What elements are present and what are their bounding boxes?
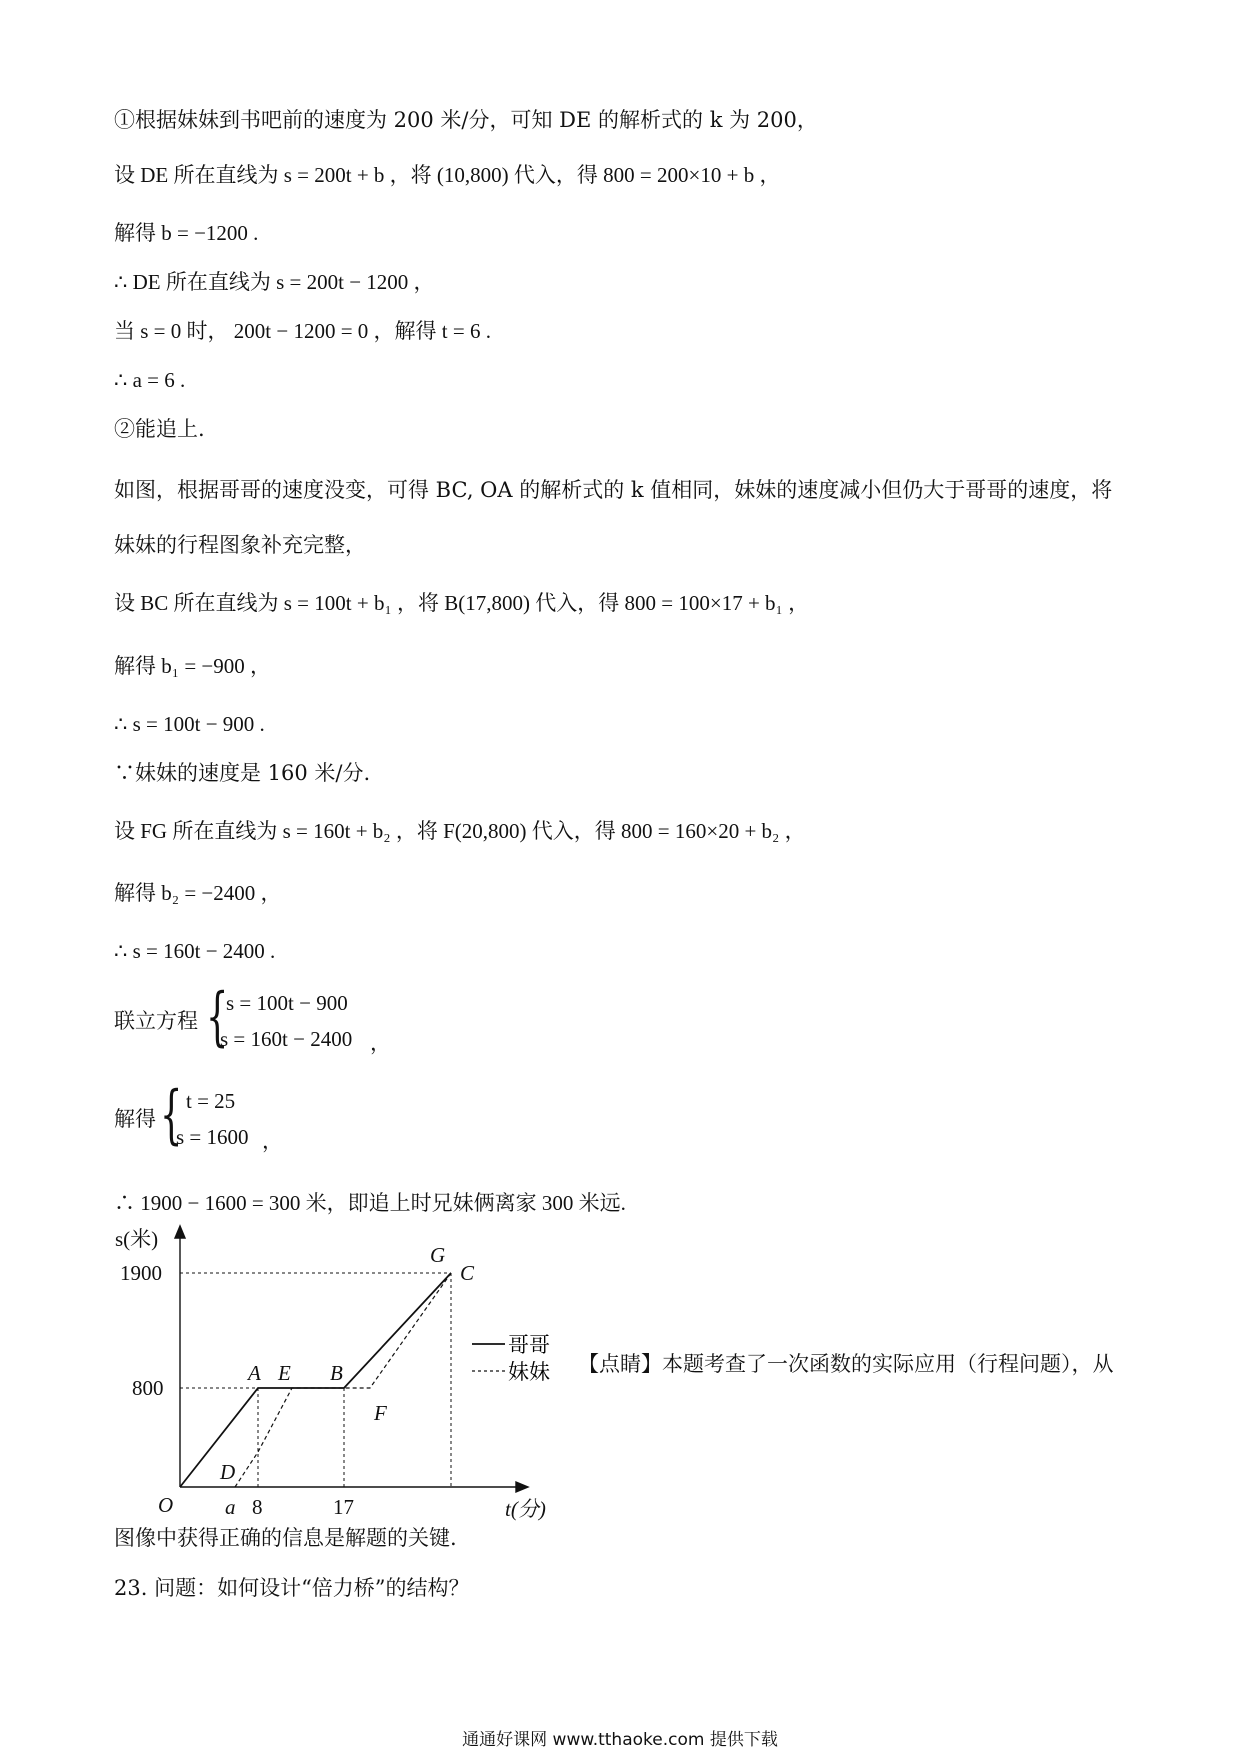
point-E: E xyxy=(278,1361,291,1385)
point-C: C xyxy=(460,1261,475,1285)
page-footer: 通通好课网 www.tthaoke.com 提供下载 xyxy=(462,1730,778,1750)
system-2-eq2: s = 1600 xyxy=(176,1125,249,1149)
legend-sister: 妹妹 xyxy=(508,1360,550,1384)
brace-2: { xyxy=(160,1078,183,1152)
point-F: F xyxy=(374,1401,387,1425)
origin-label: O xyxy=(158,1493,174,1517)
point-D: D xyxy=(220,1460,236,1484)
question-23: 23. 问题：如何设计“倍力桥”的结构？ xyxy=(114,1576,470,1600)
text-line-3: 解得 b = −1200 . xyxy=(114,221,259,245)
text-line-16: ∴ s = 160t − 2400 . xyxy=(114,939,276,963)
text-line-10: 设 BC 所在直线为 s = 100t + b₁ ，将 B(17,800) 代入，得 800 = 100×17 + b₁ ， xyxy=(114,591,810,615)
system-1-label: 联立方程 xyxy=(114,1009,198,1033)
x-axis-label: t(分) xyxy=(505,1497,546,1521)
point-A: A xyxy=(248,1361,261,1385)
after-graph-line: 图像中获得正确的信息是解题的关键. xyxy=(114,1526,457,1550)
tick-a: a xyxy=(225,1495,236,1519)
y-axis-label: s(米) xyxy=(115,1227,159,1251)
system-1-eq2: s = 160t − 2400 xyxy=(220,1027,353,1051)
system-2-eq1: t = 25 xyxy=(186,1089,236,1113)
x-axis-arrow xyxy=(516,1482,528,1492)
text-line-14: 设 FG 所在直线为 s = 160t + b₂ ，将 F(20,800) 代入，得 800 = 160×20 + b₂ ， xyxy=(114,819,806,843)
conclusion-line: ∴ 1900 − 1600 = 300 米，即追上时兄妹俩离家 300 米远. xyxy=(114,1191,626,1215)
equation-system-1 xyxy=(114,980,414,1057)
brother-path xyxy=(180,1273,451,1487)
sister-path xyxy=(235,1273,451,1487)
legend-brother: 哥哥 xyxy=(508,1333,550,1357)
tick-1900: 1900 xyxy=(120,1261,162,1285)
text-line-12: ∴ s = 100t − 900 . xyxy=(114,712,265,736)
tick-17: 17 xyxy=(333,1495,354,1519)
point-G: G xyxy=(430,1243,446,1267)
travel-graph xyxy=(100,1222,570,1522)
point-B: B xyxy=(330,1361,343,1385)
text-line-4: ∴ DE 所在直线为 s = 200t − 1200 ， xyxy=(114,270,435,294)
comment-head: 【点睛】本题考查了一次函数的实际应用（行程问题），从 xyxy=(578,1352,1114,1376)
text-line-5: 当 s = 0 时， 200t − 1200 = 0 ，解得 t = 6 . xyxy=(114,319,491,343)
text-line-1: ①根据妹妹到书吧前的速度为 200 米/分，可知 DE 的解析式的 k 为 200， xyxy=(114,108,818,132)
text-line-7: ②能追上. xyxy=(114,417,205,441)
equation-system-2 xyxy=(114,1078,314,1155)
text-line-9: 妹妹的行程图象补充完整， xyxy=(114,533,366,557)
text-line-11: 解得 b₁ = −900 ， xyxy=(114,654,272,678)
text-line-2: 设 DE 所在直线为 s = 200t + b ，将 (10,800) 代入，得 800 = 200×10 + b ， xyxy=(114,163,781,187)
text-line-6: ∴ a = 6 . xyxy=(114,368,186,392)
text-line-8: 如图，根据哥哥的速度没变，可得 BC, OA 的解析式的 k 值相同，妹妹的速度减小但仍大于哥哥的速度，将 xyxy=(114,478,1113,502)
text-line-15: 解得 b₂ = −2400 ， xyxy=(114,881,282,905)
tick-800: 800 xyxy=(132,1376,164,1400)
system-1-eq1: s = 100t − 900 xyxy=(226,991,348,1015)
tick-8: 8 xyxy=(252,1495,263,1519)
system-2-tail: ， xyxy=(262,1129,283,1153)
text-line-13: ∵妹妹的速度是 160 米/分. xyxy=(114,761,371,785)
system-1-tail: ， xyxy=(370,1031,391,1055)
system-2-label: 解得 xyxy=(114,1107,156,1131)
y-axis-arrow xyxy=(175,1226,185,1238)
brace-1: { xyxy=(206,980,229,1054)
